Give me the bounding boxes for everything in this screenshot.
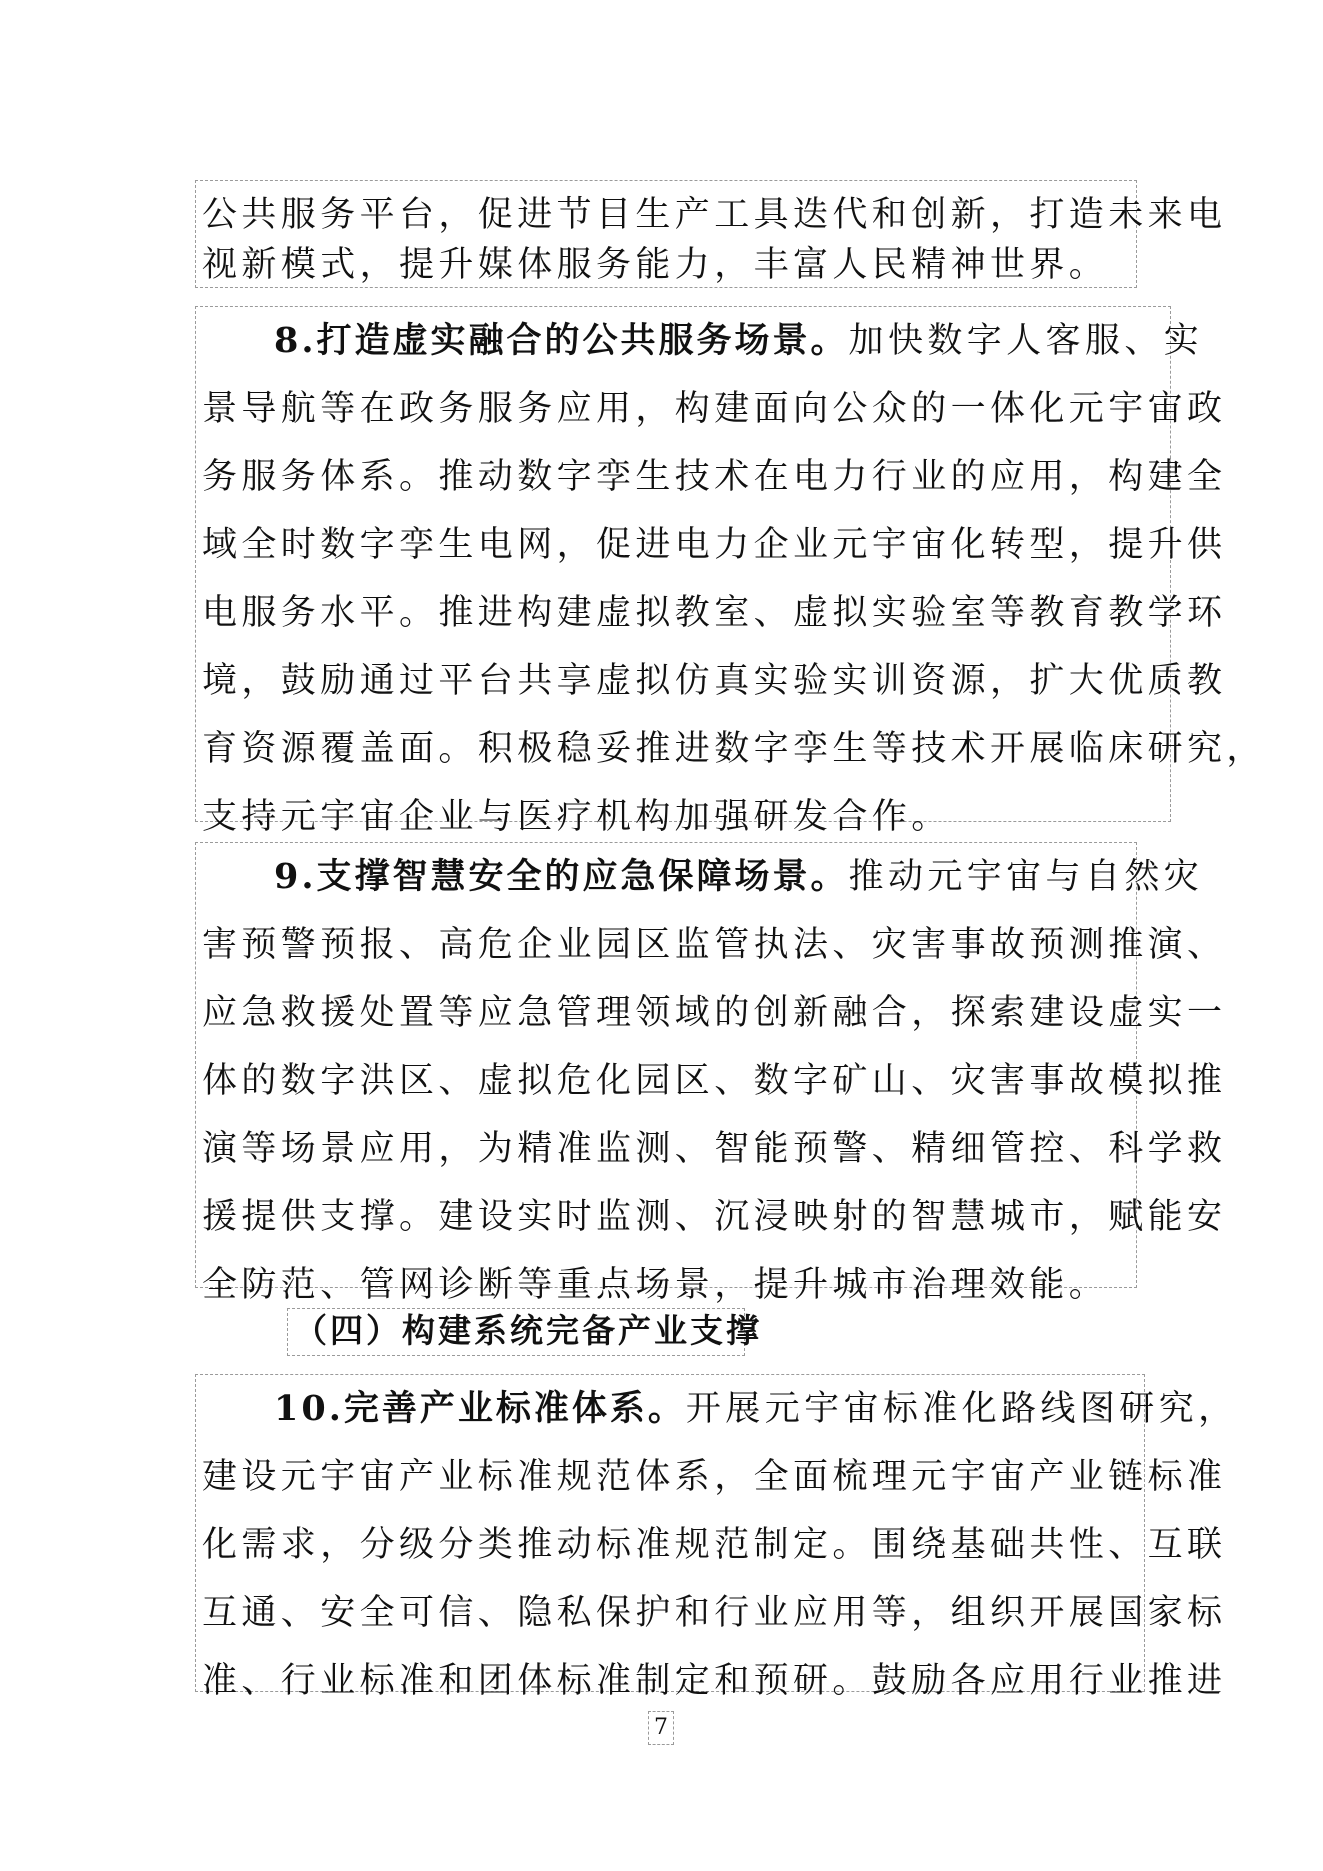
text-line: 务服务体系。推动数字孪生技术在电力行业的应用，构建全 bbox=[202, 457, 1227, 497]
text-segment: 加快数字人客服、实 bbox=[848, 321, 1204, 361]
paragraph-item-9 bbox=[195, 842, 1227, 1305]
text-line: 支持元宇宙企业与医疗机构加强研发合作。 bbox=[202, 797, 951, 837]
text-line: 援提供支撑。建设实时监测、沉浸映射的智慧城市，赋能安 bbox=[202, 1197, 1227, 1237]
text-line: 视新模式，提升媒体服务能力，丰富人民精神世界。 bbox=[202, 245, 1109, 285]
item-title: 10.完善产业标准体系。 bbox=[274, 1388, 686, 1429]
text-line: 体的数字洪区、虚拟危化园区、数字矿山、灾害事故模拟推 bbox=[202, 1061, 1227, 1101]
paragraph-item-8 bbox=[195, 306, 1266, 837]
text-line: 害预警预报、高危企业园区监管执法、灾害事故预测推演、 bbox=[202, 925, 1227, 965]
text-line bbox=[202, 1375, 1238, 1443]
item-title: 9.支撑智慧安全的应急保障场景。 bbox=[274, 856, 849, 897]
text-segment: 推动元宇宙与自然灾 bbox=[848, 857, 1204, 897]
text-line: 电服务水平。推进构建虚拟教室、虚拟实验室等教育教学环 bbox=[202, 593, 1227, 633]
text-line: 准、行业标准和团体标准制定和预研。鼓励各应用行业推进 bbox=[202, 1661, 1227, 1701]
text-line: 应急救援处置等应急管理领域的创新融合，探索建设虚实一 bbox=[202, 993, 1227, 1033]
text-line: 育资源覆盖面。积极稳妥推进数字孪生等技术开展临床研究， bbox=[202, 729, 1266, 769]
page-number: 7 bbox=[648, 1711, 674, 1745]
text-line bbox=[202, 307, 1204, 375]
text-segment: 开展元宇宙标准化路线图研究， bbox=[685, 1389, 1238, 1429]
text-line: 公共服务平台，促进节目生产工具迭代和创新，打造未来电 bbox=[202, 195, 1227, 235]
text-line: 演等场景应用，为精准监测、智能预警、精细管控、科学救 bbox=[202, 1129, 1227, 1169]
text-line: 全防范、管网诊断等重点场景，提升城市治理效能。 bbox=[202, 1265, 1109, 1305]
paragraph-continuation bbox=[195, 180, 1227, 288]
text-line: 境，鼓励通过平台共享虚拟仿真实验实训资源，扩大优质教 bbox=[202, 661, 1227, 701]
text-line: 景导航等在政务服务应用，构建面向公众的一体化元宇宙政 bbox=[202, 389, 1227, 429]
section-heading: （四）构建系统完备产业支撑 bbox=[287, 1308, 745, 1356]
item-title: 8.打造虚实融合的公共服务场景。 bbox=[274, 320, 849, 361]
text-line bbox=[202, 843, 1204, 911]
text-line: 互通、安全可信、隐私保护和行业应用等，组织开展国家标 bbox=[202, 1593, 1227, 1633]
text-line: 化需求，分级分类推动标准规范制定。围绕基础共性、互联 bbox=[202, 1525, 1227, 1565]
text-line: 域全时数字孪生电网，促进电力企业元宇宙化转型，提升供 bbox=[202, 525, 1227, 565]
paragraph-item-10 bbox=[195, 1374, 1238, 1701]
text-line: 建设元宇宙产业标准规范体系，全面梳理元宇宙产业链标准 bbox=[202, 1457, 1227, 1497]
